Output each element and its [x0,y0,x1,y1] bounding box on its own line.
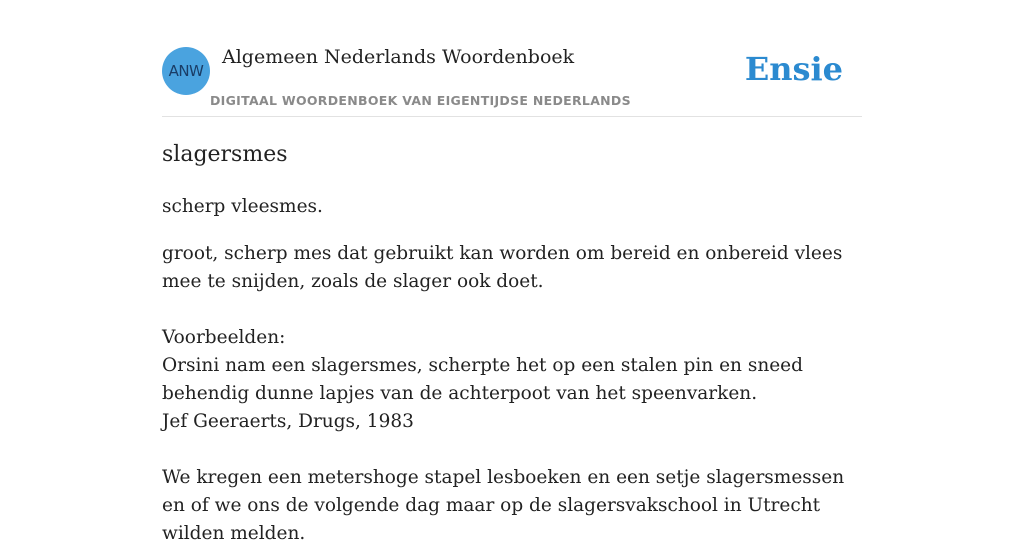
example-source: Jef Geeraerts, Drugs, 1983 [162,411,414,432]
anw-logo[interactable]: ANW [162,47,210,95]
site-title[interactable]: Algemeen Nederlands Woordenboek [222,46,575,68]
site-subtitle: DIGITAAL WOORDENBOEK VAN EIGENTIJDSE NEDERLANDS [210,93,631,108]
example-quote: We kregen een metershoge stapel lesboeken en een setje slagersmessen en of we ons de volgende dag maar op de slagersvakschool in Utrecht wilden melden. [162,467,845,544]
long-definition: groot, scherp mes dat gebruikt kan worden om bereid en onbereid vlees mee te snijden, zoals de slager ook doet. [162,243,843,292]
headword: slagersmes [162,142,288,167]
examples-section [162,324,862,548]
example-item [162,464,862,548]
examples-label: Voorbeelden: [162,327,286,348]
short-definition: scherp vleesmes. [162,196,323,217]
example-quote: Orsini nam een slagersmes, scherpte het op een stalen pin en sneed behendig dunne lapjes van de achterpoot van het speenvarken. [162,355,803,404]
site-header [162,0,862,117]
ensie-brand-logo[interactable]: Ensie [744,50,843,88]
dictionary-entry [162,140,862,548]
page-container [162,0,862,544]
example-item [162,352,862,436]
